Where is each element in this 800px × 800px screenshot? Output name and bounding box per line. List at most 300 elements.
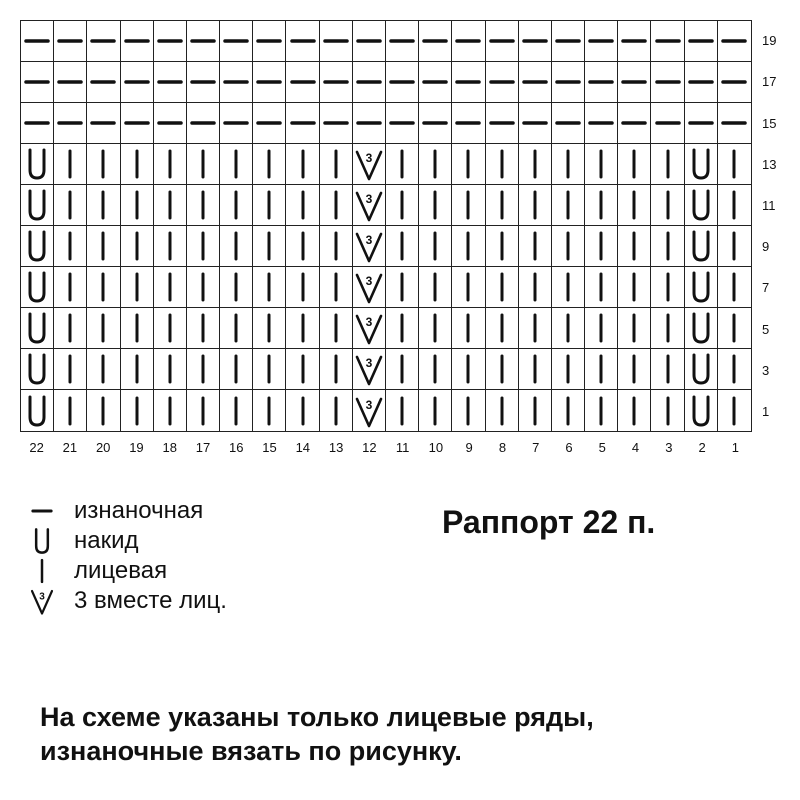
knit-bar-icon [88, 187, 118, 223]
chart-cell [618, 226, 651, 267]
chart-cell [220, 62, 253, 103]
knit-bar-icon [653, 146, 683, 182]
chart-cell [452, 144, 485, 185]
knit-bar-icon [288, 146, 318, 182]
chart-cell [21, 308, 54, 349]
chart-cell [253, 226, 286, 267]
chart-cell [452, 390, 485, 431]
knit-bar-icon [553, 187, 583, 223]
yarn-over-u-icon [686, 146, 716, 182]
purl-dash-icon [122, 105, 152, 141]
knit-bar-icon [55, 146, 85, 182]
knit-bar-icon [653, 187, 683, 223]
chart-cell [452, 308, 485, 349]
chart-cell [585, 267, 618, 308]
chart-cell [718, 103, 751, 144]
chart-cell [87, 226, 120, 267]
purl-dash-icon [619, 23, 649, 59]
stitch-number-label: 19 [129, 440, 144, 455]
stitch-number-label: 22 [29, 440, 44, 455]
legend-label: изнаночная [74, 497, 204, 524]
chart-cell [618, 21, 651, 62]
decrease-count-label: 3 [365, 151, 373, 165]
knit-bar-icon [221, 310, 251, 346]
purl-dash-icon [55, 64, 85, 100]
chart-cell [320, 21, 353, 62]
chart-cell [353, 226, 386, 267]
purl-dash-icon [387, 23, 417, 59]
knit-bar-icon [155, 228, 185, 264]
yarn-over-u-icon [686, 269, 716, 305]
chart-cell [353, 390, 386, 431]
knit-bar-icon [321, 146, 351, 182]
knit-bar-icon [619, 228, 649, 264]
knit-bar-icon [653, 228, 683, 264]
chart-cell [353, 267, 386, 308]
purl-dash-icon [254, 105, 284, 141]
knit-bar-icon [288, 228, 318, 264]
legend-symbol [22, 586, 62, 616]
purl-dash-icon [321, 23, 351, 59]
knit-bar-icon [586, 310, 616, 346]
purl-dash-icon [387, 105, 417, 141]
knit-bar-icon [553, 393, 583, 429]
purl-dash-icon [155, 105, 185, 141]
purl-dash-icon [520, 105, 550, 141]
chart-cell [320, 144, 353, 185]
legend-item [22, 556, 227, 586]
chart-cell [685, 144, 718, 185]
chart-cell [220, 144, 253, 185]
chart-cell [452, 62, 485, 103]
chart-cell [220, 226, 253, 267]
chart-cell [651, 144, 684, 185]
purl-dash-icon [653, 23, 683, 59]
knit-bar-icon [520, 187, 550, 223]
chart-cell [519, 144, 552, 185]
purl-dash-icon [553, 105, 583, 141]
purl-dash-icon [586, 23, 616, 59]
decrease-count-label: 3 [365, 274, 373, 288]
stitch-number-labels [20, 440, 752, 462]
chart-cell [353, 62, 386, 103]
chart-cell [286, 390, 319, 431]
stitch-number-label: 21 [62, 440, 78, 455]
chart-cell [54, 226, 87, 267]
chart-cell [286, 349, 319, 390]
legend-symbol [22, 496, 62, 526]
chart-cell [419, 62, 452, 103]
stitch-number-label: 18 [162, 440, 177, 455]
chart-cell [320, 185, 353, 226]
knit-bar-icon [88, 228, 118, 264]
chart-cell [685, 308, 718, 349]
chart-cell [187, 185, 220, 226]
knit-bar-icon [155, 187, 185, 223]
knit-bar-icon [586, 187, 616, 223]
purl-dash-icon [453, 23, 483, 59]
knit-bar-icon [221, 187, 251, 223]
knit-bar-icon [520, 393, 550, 429]
chart-cell [618, 390, 651, 431]
purl-dash-icon [619, 105, 649, 141]
purl-dash-icon [619, 64, 649, 100]
stitch-number-label: 3 [665, 440, 673, 455]
chart-cell [718, 390, 751, 431]
legend-symbol [22, 526, 62, 556]
knit-bar-icon [321, 351, 351, 387]
knit-bar-icon [155, 351, 185, 387]
knit-bar-icon [254, 187, 284, 223]
chart-cell [220, 103, 253, 144]
purl-dash-icon [188, 64, 218, 100]
knitting-chart-grid [20, 20, 752, 432]
chart-cell [685, 226, 718, 267]
chart-cell [154, 185, 187, 226]
purl-dash-icon [420, 105, 450, 141]
chart-cell [618, 62, 651, 103]
yarn-over-u-icon [686, 351, 716, 387]
chart-cell [353, 144, 386, 185]
knit-bar-icon [453, 351, 483, 387]
chart-cell [519, 390, 552, 431]
knit-bar-icon [55, 310, 85, 346]
knit-bar-icon [122, 393, 152, 429]
stitch-number-label: 17 [195, 440, 211, 455]
purl-dash-icon [188, 105, 218, 141]
chart-cell [718, 144, 751, 185]
chart-cell [253, 62, 286, 103]
chart-cell [718, 62, 751, 103]
knit-bar-icon [188, 187, 218, 223]
chart-cell [718, 226, 751, 267]
chart-cell [651, 349, 684, 390]
chart-cell [419, 21, 452, 62]
purl-dash-icon [254, 23, 284, 59]
chart-cell [519, 62, 552, 103]
chart-cell [618, 308, 651, 349]
yarn-over-u-icon [22, 187, 52, 223]
knit-bar-icon [520, 269, 550, 305]
knit-bar-icon [321, 310, 351, 346]
purl-dash-icon [653, 105, 683, 141]
chart-cell [618, 349, 651, 390]
knit-bar-icon [453, 393, 483, 429]
chart-cell [320, 308, 353, 349]
chart-cell [718, 185, 751, 226]
row-number-label: 13 [762, 156, 777, 172]
chart-cell [220, 21, 253, 62]
chart-cell [519, 21, 552, 62]
knit-bar-icon [254, 269, 284, 305]
chart-cell [21, 185, 54, 226]
chart-cell [154, 308, 187, 349]
purl-dash-icon [653, 64, 683, 100]
purl-dash-icon [553, 64, 583, 100]
chart-cell [386, 226, 419, 267]
chart-cell [220, 185, 253, 226]
chart-cell [618, 144, 651, 185]
chart-cell [87, 349, 120, 390]
chart-cell [552, 308, 585, 349]
chart-cell [386, 185, 419, 226]
chart-cell [386, 267, 419, 308]
purl-dash-icon [221, 23, 251, 59]
chart-cell [121, 185, 154, 226]
chart-cell [253, 267, 286, 308]
stitch-number-label: 4 [631, 440, 640, 455]
chart-cell [187, 390, 220, 431]
chart-cell [718, 267, 751, 308]
row-number-label: 9 [762, 239, 770, 255]
purl-dash-icon [88, 23, 118, 59]
knit-bar-icon [188, 228, 218, 264]
stitch-number-label: 5 [598, 440, 606, 455]
knit-bar-icon [188, 351, 218, 387]
chart-cell [618, 267, 651, 308]
purl-dash-icon [487, 23, 517, 59]
yarn-over-u-icon [22, 351, 52, 387]
chart-cell [21, 144, 54, 185]
chart-cell [154, 390, 187, 431]
knit-bar-icon [155, 146, 185, 182]
chart-cell [187, 144, 220, 185]
yarn-over-u-icon [22, 146, 52, 182]
k3tog-v-icon [354, 269, 384, 305]
chart-cell [486, 308, 519, 349]
chart-cell [54, 267, 87, 308]
chart-cell [519, 349, 552, 390]
instruction-note-line-1: На схеме указаны только лицевые ряды, [40, 702, 594, 732]
decrease-count-label: 3 [365, 192, 373, 206]
chart-cell [585, 21, 618, 62]
knit-bar-icon [586, 393, 616, 429]
purl-dash-icon [354, 105, 384, 141]
chart-cell [21, 267, 54, 308]
chart-cell [253, 144, 286, 185]
chart-cell [651, 21, 684, 62]
chart-cell [486, 144, 519, 185]
chart-cell [651, 185, 684, 226]
chart-cell [353, 21, 386, 62]
knit-bar-icon [55, 351, 85, 387]
purl-dash-icon [686, 23, 716, 59]
knit-bar-icon [719, 187, 749, 223]
purl-dash-icon [686, 105, 716, 141]
chart-cell [187, 308, 220, 349]
knit-bar-icon [321, 269, 351, 305]
chart-cell [452, 21, 485, 62]
knit-bar-icon [88, 393, 118, 429]
purl-dash-icon [553, 23, 583, 59]
yarn-over-u-icon [686, 393, 716, 429]
knit-bar-icon [653, 310, 683, 346]
stitch-number-label: 9 [465, 440, 473, 455]
chart-cell [519, 103, 552, 144]
purl-dash-icon [719, 23, 749, 59]
chart-cell [419, 267, 452, 308]
knit-bar-icon [420, 393, 450, 429]
stitch-number-label: 2 [698, 440, 706, 455]
chart-cell [87, 103, 120, 144]
purl-dash-icon [88, 105, 118, 141]
purl-dash-icon [288, 64, 318, 100]
chart-cell [618, 185, 651, 226]
purl-dash-icon [520, 23, 550, 59]
chart-cell [187, 267, 220, 308]
purl-dash-icon [321, 64, 351, 100]
chart-cell [253, 21, 286, 62]
chart-cell [154, 226, 187, 267]
knit-bar-icon [520, 146, 550, 182]
stitch-number-label: 7 [532, 440, 540, 455]
chart-cell [187, 103, 220, 144]
chart-cell [585, 185, 618, 226]
knit-bar-icon [321, 393, 351, 429]
rapport-label: Раппорт 22 п. [442, 504, 656, 540]
knit-bar-icon [387, 228, 417, 264]
chart-cell [87, 185, 120, 226]
purl-dash-icon [155, 64, 185, 100]
yarn-over-u-icon [22, 269, 52, 305]
chart-cell [320, 226, 353, 267]
purl-dash-icon [354, 23, 384, 59]
stitch-number-label: 16 [229, 440, 244, 455]
k3tog-v-icon [354, 146, 384, 182]
purl-dash-icon [122, 64, 152, 100]
chart-cell [54, 21, 87, 62]
chart-cell [685, 185, 718, 226]
knit-bar-icon [553, 228, 583, 264]
chart-cell [154, 21, 187, 62]
knit-bar-icon [586, 351, 616, 387]
chart-cell [121, 390, 154, 431]
legend-item [22, 526, 227, 556]
knit-bar-icon [420, 269, 450, 305]
knit-bar-icon [653, 269, 683, 305]
purl-dash-icon [487, 105, 517, 141]
knit-bar-icon [619, 310, 649, 346]
chart-cell [353, 349, 386, 390]
knit-bar-icon [55, 393, 85, 429]
purl-dash-icon [719, 64, 749, 100]
knit-bar-icon [420, 228, 450, 264]
chart-cell [220, 349, 253, 390]
row-number-labels [762, 20, 792, 432]
knit-bar-icon [288, 310, 318, 346]
chart-cell [585, 62, 618, 103]
chart-cell [585, 349, 618, 390]
purl-dash-icon [22, 64, 52, 100]
chart-cell [320, 349, 353, 390]
chart-cell [253, 308, 286, 349]
legend-label: накид [74, 527, 139, 554]
chart-cell [87, 390, 120, 431]
chart-cell [486, 267, 519, 308]
decrease-count-label: 3 [365, 315, 373, 329]
stitch-number-label: 12 [362, 440, 377, 455]
chart-cell [21, 390, 54, 431]
legend-label: лицевая [74, 557, 168, 584]
k3tog-v-icon [354, 393, 384, 429]
knit-bar-icon [55, 187, 85, 223]
chart-cell [419, 144, 452, 185]
knit-bar-icon [487, 393, 517, 429]
row-number-label: 1 [762, 403, 770, 419]
purl-dash-icon [288, 105, 318, 141]
legend-item [22, 496, 227, 526]
chart-cell [519, 185, 552, 226]
chart-cell [253, 349, 286, 390]
k3tog-v-icon [29, 586, 55, 616]
purl-dash-icon [420, 23, 450, 59]
chart-cell [154, 144, 187, 185]
purl-dash-icon [55, 23, 85, 59]
row-number-label: 7 [762, 280, 770, 296]
purl-dash-icon [520, 64, 550, 100]
knit-bar-icon [453, 310, 483, 346]
chart-cell [286, 144, 319, 185]
chart-cell [21, 62, 54, 103]
knit-bar-icon [188, 310, 218, 346]
knit-bar-icon [122, 269, 152, 305]
chart-cell [419, 103, 452, 144]
purl-dash-icon [321, 105, 351, 141]
chart-cell [486, 349, 519, 390]
knit-bar-icon [719, 310, 749, 346]
knit-bar-icon [487, 351, 517, 387]
decrease-count-label: 3 [365, 356, 373, 370]
knit-bar-icon [619, 393, 649, 429]
knit-bar-icon [719, 269, 749, 305]
chart-cell [353, 308, 386, 349]
chart-cell [486, 62, 519, 103]
chart-cell [286, 62, 319, 103]
chart-cell [154, 267, 187, 308]
purl-dash-icon [188, 23, 218, 59]
knit-bar-icon [487, 269, 517, 305]
chart-cell [54, 62, 87, 103]
knit-bar-icon [55, 269, 85, 305]
chart-cell [253, 103, 286, 144]
knit-bar-icon [520, 228, 550, 264]
knit-bar-icon [553, 310, 583, 346]
row-number-label: 15 [762, 115, 777, 131]
purl-dash-icon [686, 64, 716, 100]
chart-cell [154, 62, 187, 103]
knit-bar-icon [88, 146, 118, 182]
knit-bar-icon [719, 393, 749, 429]
yarn-over-u-icon [22, 310, 52, 346]
chart-cell [685, 103, 718, 144]
knit-bar-icon [254, 351, 284, 387]
knit-bar-icon [453, 228, 483, 264]
knit-bar-icon [254, 310, 284, 346]
chart-cell [552, 226, 585, 267]
chart-cell [121, 103, 154, 144]
chart-cell [486, 390, 519, 431]
knit-bar-icon [586, 146, 616, 182]
knit-bar-icon [653, 393, 683, 429]
knit-bar-icon [387, 351, 417, 387]
chart-cell [685, 390, 718, 431]
purl-dash-icon [354, 64, 384, 100]
knit-bar-icon [453, 269, 483, 305]
knit-bar-icon [420, 310, 450, 346]
knit-bar-icon [553, 269, 583, 305]
knit-bar-icon [122, 187, 152, 223]
chart-cell [87, 308, 120, 349]
